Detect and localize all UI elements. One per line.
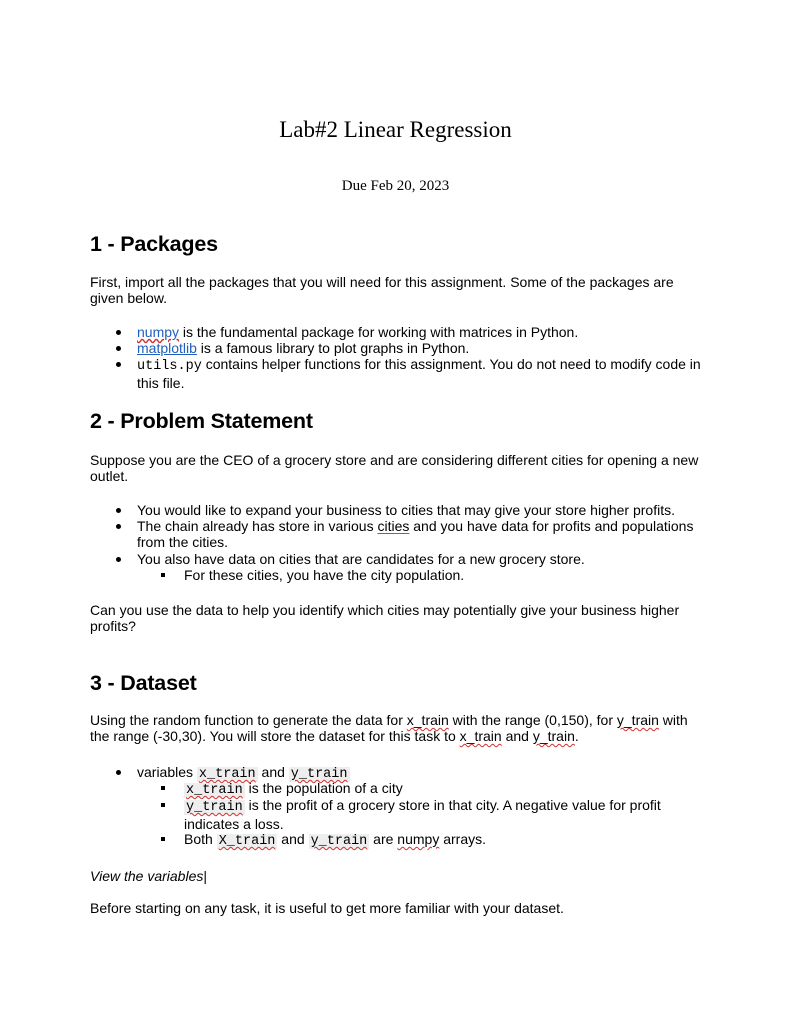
bullet-icon (116, 330, 121, 335)
packages-intro: First, import all the packages that you will need for this assignment. Some of the packages are given below. (90, 274, 674, 306)
section-heading-problem: 2 - Problem Statement (90, 409, 313, 433)
bullet-icon (116, 770, 121, 775)
list-item: variables x_train and y_train (137, 764, 707, 783)
code-y-train: y_train (310, 834, 368, 849)
code-y-train: y_train (186, 800, 243, 815)
utils-code: utils.py (137, 359, 202, 374)
numpy-link[interactable]: numpy (137, 324, 180, 340)
square-bullet-icon (161, 837, 165, 841)
dataset-intro: Using the random function to generate the data for x_train with the range (0,150), for y_train with the range (-30,30). You will store the dataset for this task to x_train and y_train. (90, 712, 688, 744)
code-x-train: X_train (218, 834, 276, 849)
bullet-icon (116, 362, 121, 367)
document-title: Lab#2 Linear Regression (279, 117, 512, 142)
text-cursor: | (203, 868, 208, 884)
section-heading-packages: 1 - Packages (90, 232, 218, 256)
section-heading-dataset: 3 - Dataset (90, 671, 197, 695)
bullet-icon (116, 508, 121, 513)
problem-question: Can you use the data to help you identify which cities may potentially give your business higher profits? (90, 602, 680, 634)
square-bullet-icon (161, 803, 165, 807)
list-item: x_train is the population of a city (184, 780, 704, 799)
list-item: The chain already has store in various cities and you have data for profits and populations from the cities. (137, 518, 707, 550)
bullet-icon (116, 557, 121, 562)
cities-word: cities (377, 518, 410, 534)
problem-intro: Suppose you are the CEO of a grocery store and are considering different cities for opening a new outlet. (90, 452, 699, 484)
code-x-train: x_train (198, 767, 256, 782)
due-date: Due Feb 20, 2023 (341, 178, 450, 194)
bullet-icon (116, 524, 121, 529)
square-bullet-icon (161, 786, 165, 790)
bullet-icon (116, 346, 121, 351)
list-item: utils.py contains helper functions for this assignment. You do not need to modify code in this file. (137, 356, 707, 391)
list-item: matplotlib is a famous library to plot graphs in Python. (137, 340, 707, 356)
list-item: Both X_train and y_train are numpy arrays. (184, 831, 704, 850)
square-bullet-icon (161, 573, 165, 577)
list-item: You would like to expand your business to cities that may give your store higher profits. (137, 502, 707, 518)
code-y-train: y_train (290, 767, 348, 782)
list-item: You also have data on cities that are candidates for a new grocery store. (137, 551, 707, 567)
list-item: For these cities, you have the city population. (184, 567, 704, 583)
code-x-train: x_train (186, 783, 243, 798)
matplotlib-link[interactable]: matplotlib (137, 340, 197, 356)
view-variables-heading: View the variables| (90, 868, 208, 884)
list-item: y_train is the profit of a grocery store in that city. A negative value for profit indicates a loss. (184, 797, 704, 832)
list-item: numpy is the fundamental package for working with matrices in Python. (137, 324, 707, 340)
dataset-closing: Before starting on any task, it is useful to get more familiar with your dataset. (90, 900, 564, 916)
